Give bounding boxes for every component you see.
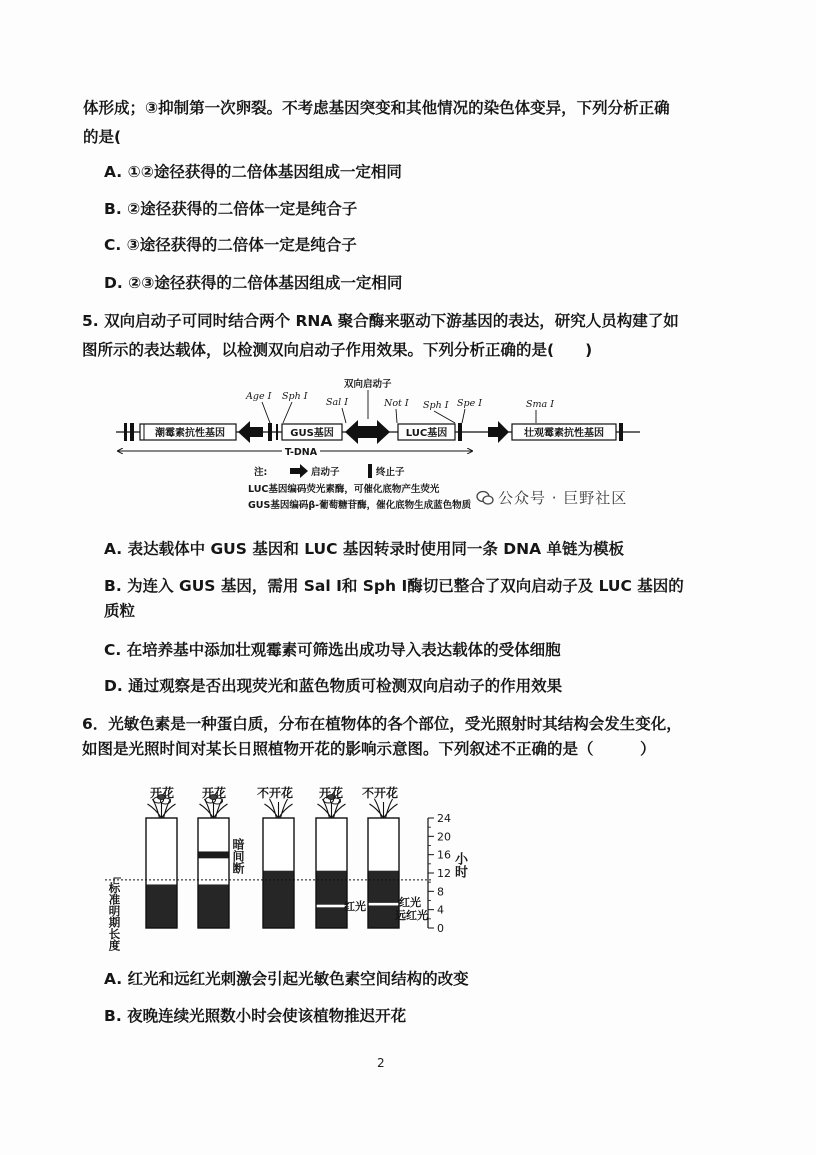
bar-2-dark-break — [198, 851, 229, 858]
axis-tick-label: 20 — [437, 830, 451, 844]
q5-stem-line-1: 5. 双向启动子可同时结合两个 RNA 聚合酶来驱动下游基因的表达，研究人员构建了如 — [82, 312, 679, 330]
standard-light-period-label: 标准明期长度 — [107, 882, 122, 951]
tdna-label: T-DNA — [284, 447, 318, 458]
terminator-bar — [268, 423, 272, 441]
terminator-bar — [124, 423, 127, 441]
axis-tick-label: 8 — [437, 885, 444, 899]
legend-terminator-label: 终止子 — [376, 467, 405, 478]
pointer-sal1 — [342, 408, 346, 423]
q4-stem-line-1: 体形成；③抑制第一次卵裂。不考虑基因突变和其他情况的染色体变异，下列分析正确 — [83, 99, 670, 117]
pointer-spe1 — [462, 409, 465, 423]
bar-label-1: 开花 — [149, 786, 175, 800]
hygromycin-resistance-gene-label: 潮霉素抗性基因 — [155, 428, 225, 439]
q5-option-c: C. 在培养基中添加壮观霉素可筛选出成功导入表达载体的受体细胞 — [104, 641, 561, 659]
q4-option-d: D. ②③途径获得的二倍体基因组成一定相同 — [104, 274, 403, 292]
luc-gene-label: LUC基因 — [405, 428, 448, 439]
promoter-arrow-left — [238, 421, 263, 443]
legend-note-label: 注: — [254, 467, 268, 478]
q6-option-a: A. 红光和远红光刺激会引起光敏色素空间结构的改变 — [104, 970, 469, 988]
wechat-icon — [476, 490, 494, 506]
plant-icon — [200, 799, 228, 818]
q5-option-b-continued: 质粒 — [104, 602, 136, 620]
q6-option-b: B. 夜晚连续光照数小时会使该植物推迟开花 — [104, 1007, 407, 1025]
dark-break-label: 暗间断 — [231, 838, 245, 874]
q4-option-b: B. ②途径获得的二倍体一定是纯合子 — [104, 200, 358, 218]
page-number: 2 — [377, 1056, 385, 1070]
promoter-arrow-right — [488, 421, 509, 443]
plant-icon — [370, 799, 398, 818]
site-label-sal1: Sal I — [326, 397, 348, 408]
pointer-not1 — [396, 409, 397, 423]
axis-tick-label: 24 — [437, 812, 451, 825]
q5-option-d: D. 通过观察是否出现荧光和蓝色物质可检测双向启动子的作用效果 — [104, 677, 563, 695]
q6-stem-line-2: 如图是光照时间对某长日照植物开花的影响示意图。下列叙述不正确的是（ ） — [82, 740, 656, 758]
plant-icon — [148, 799, 176, 818]
q6-stem-line-1: 6．光敏色素是一种蛋白质，分布在植物体的各个部位，受光照射时其结构会发生变化， — [82, 715, 682, 733]
bar-label-5: 不开花 — [361, 786, 399, 800]
legend-promoter-arrow-icon — [290, 464, 308, 478]
time-axis-ticks — [428, 812, 451, 935]
bar-label-2: 开花 — [201, 786, 227, 800]
q4-option-c: C. ③途径获得的二倍体一定是纯合子 — [104, 236, 357, 254]
watermark-text: 公众号 · 巨野社区 — [498, 489, 628, 507]
axis-tick-label: 4 — [437, 903, 444, 917]
bar-3-dark-period — [263, 871, 294, 928]
watermark — [476, 487, 627, 508]
spectinomycin-resistance-gene-label: 壮观霉素抗性基因 — [524, 428, 604, 439]
site-label-sph1-right: Sph I — [423, 400, 449, 411]
plant-icon — [318, 799, 346, 818]
figure-note-gus: GUS基因编码β-葡萄糖苷酶，催化底物生成蓝色物质 — [248, 500, 472, 511]
terminator-bar — [619, 423, 623, 441]
site-label-sph1-left: Sph I — [282, 391, 308, 402]
bar-4-dark-period — [316, 871, 347, 928]
site-label-age1: Age I — [246, 391, 272, 402]
bidirectional-promoter-arrow — [345, 420, 390, 444]
q4-option-a: A. ①②途径获得的二倍体基因组成一定相同 — [104, 163, 402, 181]
bidirectional-promoter-label: 双向启动子 — [344, 379, 392, 390]
bar-5-light-break — [368, 903, 399, 906]
bar-4-light-break — [316, 905, 347, 908]
figure-note-luc: LUC基因编码荧光素酶，可催化底物产生荧光 — [248, 484, 440, 495]
q5-stem-line-2: 图所示的表达载体，以检测双向启动子作用效果。下列分析正确的是( ) — [82, 341, 593, 359]
q4-stem-line-2: 的是( — [83, 128, 122, 146]
site-label-spe1: Spe I — [457, 398, 482, 409]
bar-2-dark-period — [198, 884, 229, 928]
pointer-sph1-left — [283, 402, 292, 423]
pointer-sph1-right — [434, 411, 455, 423]
far-red-light-label-bar5: 远红光 — [395, 909, 428, 922]
plant-icon — [265, 799, 293, 818]
bar-label-3: 不开花 — [256, 786, 294, 800]
pointer-age1 — [262, 402, 270, 423]
site-label-sma1: Sma I — [526, 399, 554, 410]
legend-promoter-label: 启动子 — [311, 467, 340, 478]
axis-tick-label: 0 — [437, 922, 444, 935]
terminator-bar — [130, 423, 134, 441]
bar-1-dark-period — [146, 884, 177, 928]
axis-unit-label: 小时 — [452, 852, 467, 878]
gus-gene-label: GUS基因 — [290, 428, 334, 439]
terminator-bar — [458, 423, 462, 441]
legend-terminator-bar-icon — [368, 464, 372, 478]
site-label-not1: Not I — [384, 398, 409, 409]
red-light-label-bar5: 红光 — [399, 896, 421, 909]
axis-tick-label: 12 — [437, 867, 451, 880]
axis-tick-label: 16 — [437, 848, 451, 862]
bar-label-4: 开花 — [318, 786, 344, 800]
photoperiod-flowering-diagram — [95, 780, 475, 950]
red-light-label-bar4: 红光 — [344, 900, 366, 913]
q5-option-b: B. 为连入 GUS 基因，需用 Sal Ⅰ和 Sph Ⅰ酶切已整合了双向启动子及 LUC 基因的 — [104, 577, 684, 595]
terminator-bar — [276, 424, 278, 440]
q5-option-a: A. 表达载体中 GUS 基因和 LUC 基因转录时使用同一条 DNA 单链为模板 — [104, 540, 625, 558]
